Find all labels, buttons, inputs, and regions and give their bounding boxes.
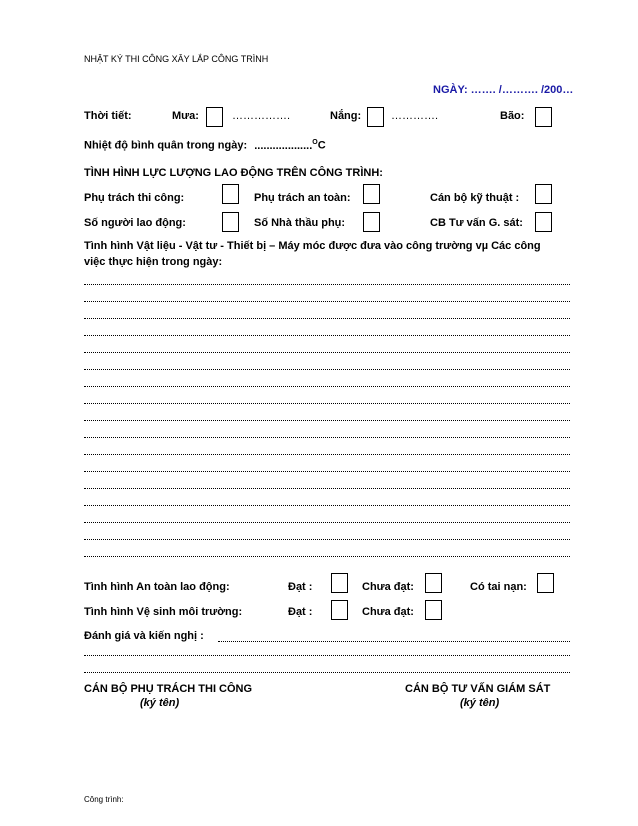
left-signature-title: CÁN BỘ PHỤ TRÁCH THI CÔNG	[84, 683, 253, 695]
hygiene-pass-box[interactable]	[331, 600, 348, 620]
safety-lead-label: Phụ trách an toàn:	[254, 192, 351, 204]
writing-line[interactable]	[84, 539, 570, 540]
subcontractors-label: Số Nhà thầu phụ:	[254, 217, 346, 229]
sun-label: Nắng:	[330, 110, 362, 122]
sun-dots: ………….	[391, 110, 439, 122]
document-title: NHẬT KÝ THI CÔNG XÂY LẮP CÔNG TRÌNH	[84, 54, 269, 64]
writing-line[interactable]	[84, 318, 570, 319]
construction-lead-label: Phụ trách thi công:	[84, 192, 185, 204]
rain-label: Mưa:	[172, 110, 199, 122]
writing-line[interactable]	[84, 437, 570, 438]
materials-line-2: việc thực hiện trong ngày:	[84, 256, 223, 268]
assessment-line[interactable]	[84, 672, 570, 673]
assessment-line[interactable]	[84, 655, 570, 656]
hygiene-fail-label: Chưa đạt:	[362, 606, 414, 618]
writing-line[interactable]	[84, 488, 570, 489]
hygiene-fail-box[interactable]	[425, 600, 442, 620]
writing-line[interactable]	[84, 471, 570, 472]
materials-line-1: Tình hình Vật liệu - Vật tư - Thiết bị – Máy móc được đưa vào công trường vµ Các công	[84, 240, 541, 252]
right-signature-sign: (ký tên)	[460, 697, 500, 709]
weather-label: Thời tiết:	[84, 110, 132, 122]
rain-dots: …………….	[232, 110, 291, 122]
supervision-box[interactable]	[535, 212, 552, 232]
left-signature-sign: (ký tên)	[140, 697, 180, 709]
writing-line[interactable]	[84, 386, 570, 387]
temperature-unit-sup: O	[312, 139, 318, 146]
writing-line[interactable]	[84, 522, 570, 523]
construction-lead-box[interactable]	[222, 184, 239, 204]
worker-count-box[interactable]	[222, 212, 239, 232]
hygiene-pass-label: Đạt :	[288, 606, 313, 618]
writing-line[interactable]	[84, 352, 570, 353]
safety-pass-label: Đạt :	[288, 581, 313, 593]
rain-checkbox[interactable]	[206, 107, 223, 127]
right-signature-title: CÁN BỘ TƯ VẤN GIÁM SÁT	[405, 683, 551, 695]
footer-project: Công trình:	[84, 795, 124, 804]
writing-line[interactable]	[84, 284, 570, 285]
safety-lead-box[interactable]	[363, 184, 380, 204]
temperature-label: Nhiệt độ bình quân trong ngày:	[84, 139, 248, 152]
engineer-label: Cán bộ kỹ thuật :	[430, 192, 520, 204]
writing-line[interactable]	[84, 403, 570, 404]
temperature-dots[interactable]: ...................	[254, 139, 313, 152]
worker-count-label: Số người lao động:	[84, 217, 186, 229]
safety-fail-box[interactable]	[425, 573, 442, 593]
writing-line[interactable]	[84, 335, 570, 336]
assessment-label: Đánh giá và kiến nghị :	[84, 630, 204, 642]
writing-line[interactable]	[84, 556, 570, 557]
subcontractors-box[interactable]	[363, 212, 380, 232]
safety-pass-box[interactable]	[331, 573, 348, 593]
engineer-box[interactable]	[535, 184, 552, 204]
assessment-line[interactable]	[218, 641, 570, 642]
writing-line[interactable]	[84, 301, 570, 302]
hygiene-label: Tình hình Vệ sinh môi trường:	[84, 606, 243, 618]
storm-checkbox[interactable]	[535, 107, 552, 127]
safety-fail-label: Chưa đạt:	[362, 581, 414, 593]
accident-box[interactable]	[537, 573, 554, 593]
writing-line[interactable]	[84, 454, 570, 455]
labor-heading: TÌNH HÌNH LỰC LƯỢNG LAO ĐỘNG TRÊN CÔNG TRÌNH:	[84, 167, 383, 179]
writing-line[interactable]	[84, 505, 570, 506]
temperature-row	[84, 139, 326, 152]
writing-line[interactable]	[84, 369, 570, 370]
temperature-unit: C	[317, 139, 326, 152]
date-line: NGÀY: ……. /………. /200…	[433, 84, 574, 96]
supervision-label: CB Tư vấn G. sát:	[430, 217, 523, 229]
storm-label: Bão:	[500, 110, 525, 122]
sun-checkbox[interactable]	[367, 107, 384, 127]
safety-label: Tình hình An toàn lao động:	[84, 581, 230, 593]
accident-label: Có tai nạn:	[470, 581, 527, 593]
writing-line[interactable]	[84, 420, 570, 421]
